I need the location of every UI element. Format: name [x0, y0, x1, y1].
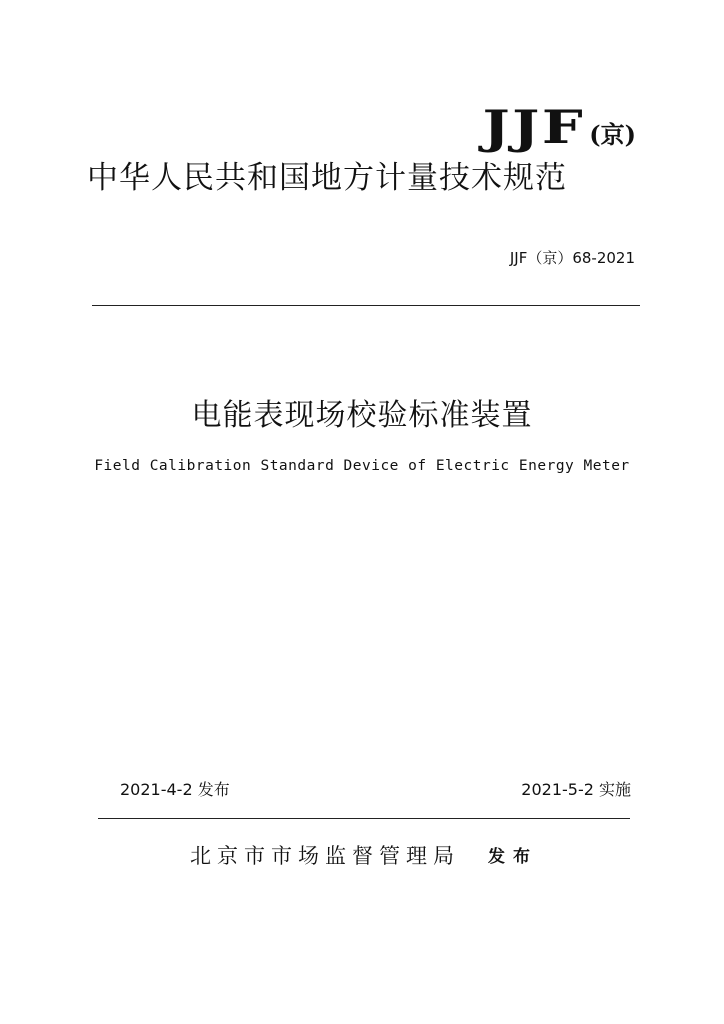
top-divider: [92, 305, 640, 306]
standard-code: JJF（京）68-2021: [509, 249, 635, 267]
bottom-divider: [98, 818, 630, 819]
document-title-english: Field Calibration Standard Device of Electric Energy Meter: [94, 458, 630, 474]
issuing-authority: 北京市市场监督管理局: [190, 844, 460, 868]
issue-date: 2021-4-2 发布: [120, 780, 230, 799]
logo-main-text: JJF: [482, 100, 586, 154]
logo-sub-text: (京): [589, 120, 636, 149]
national-standard-title: 中华人民共和国地方计量技术规范: [87, 160, 567, 196]
jjf-logo: [482, 100, 636, 154]
publish-label: 发布: [488, 847, 538, 867]
implementation-date: 2021-5-2 实施: [521, 780, 631, 799]
document-title-chinese: 电能表现场校验标准装置: [191, 398, 533, 433]
